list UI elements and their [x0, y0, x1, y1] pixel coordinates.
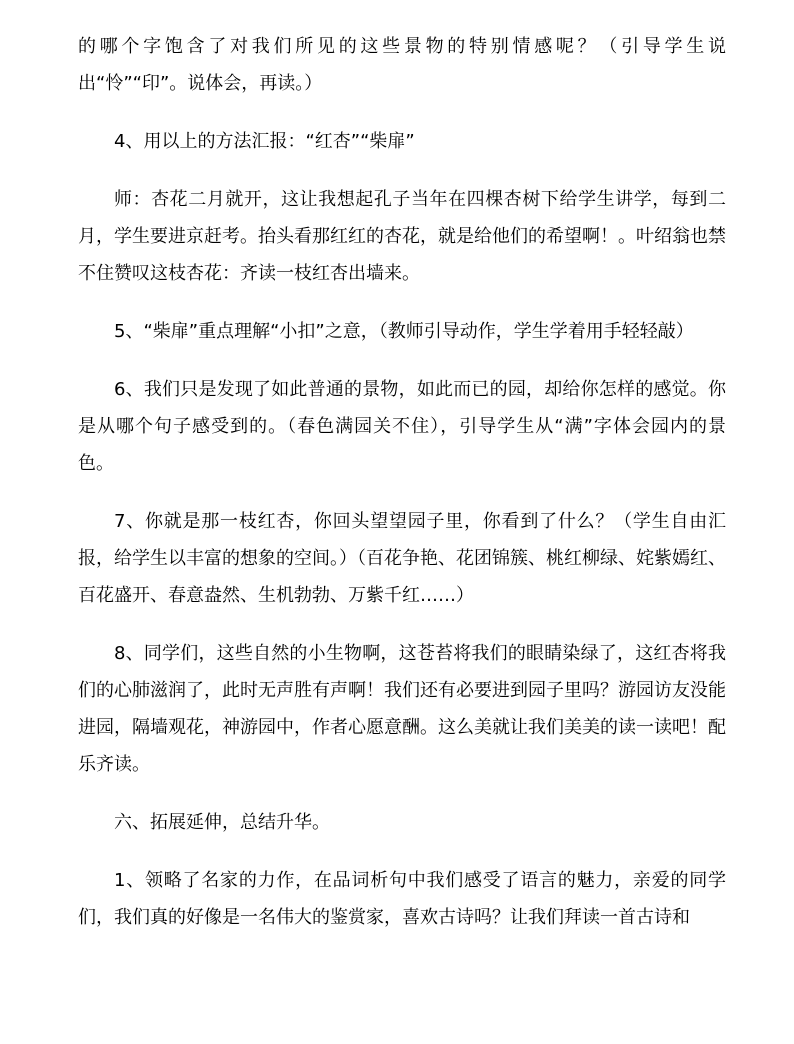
paragraph-teacher-remark: 师：杏花二月就开，这让我想起孔子当年在四棵杏树下给学生讲学，每到二月，学生要进京赶考。抬头看那红红的杏花，就是给他们的希望啊！。叶绍翁也禁不住赞叹这枝杏花：齐读一枝红杏出墙来。	[78, 189, 726, 284]
document-page	[78, 28, 726, 936]
paragraph-step-5: 5、“柴扉”重点理解“小扣”之意，（教师引导动作，学生学着用手轻轻敲）	[114, 321, 694, 342]
paragraph-step-6: 6、我们只是发现了如此普通的景物，如此而已的园，却给你怎样的感觉。你是从哪个句子感受到的。（春色满园关不住），引导学生从“满”字体会园内的景色。	[78, 379, 726, 474]
paragraph-section-six-item-1: 1、领略了名家的力作，在品词析句中我们感受了语言的魅力，亲爱的同学们，我们真的好像是一名伟大的鉴赏家，喜欢古诗吗？让我们拜读一首古诗和	[78, 870, 726, 928]
paragraph-step-8: 8、同学们，这些自然的小生物啊，这苍苔将我们的眼睛染绿了，这红杏将我们的心肺滋润了，此时无声胜有声啊！我们还有必要进到园子里吗？游园访友没能进园，隔墙观花，神游园中，作者心愿意酬。这么美就让我们美美的读一读吧！配乐齐读。	[78, 643, 726, 775]
paragraph-step-4: 4、用以上的方法汇报：“红杏”“柴扉”	[114, 131, 415, 152]
section-heading-six: 六、拓展延伸，总结升华。	[114, 812, 330, 833]
paragraph-step-7: 7、你就是那一枝红杏，你回头望望园子里，你看到了什么？（学生自由汇报，给学生以丰富的想象的空间。）（百花争艳、花团锦簇、桃红柳绿、姹紫嫣红、百花盛开、春意盎然、生机勃勃、万紫千红……）	[78, 511, 726, 606]
paragraph-continuation: 的哪个字饱含了对我们所见的这些景物的特别情感呢？（引导学生说出“怜”“印”。说体会，再读。）	[78, 36, 726, 94]
